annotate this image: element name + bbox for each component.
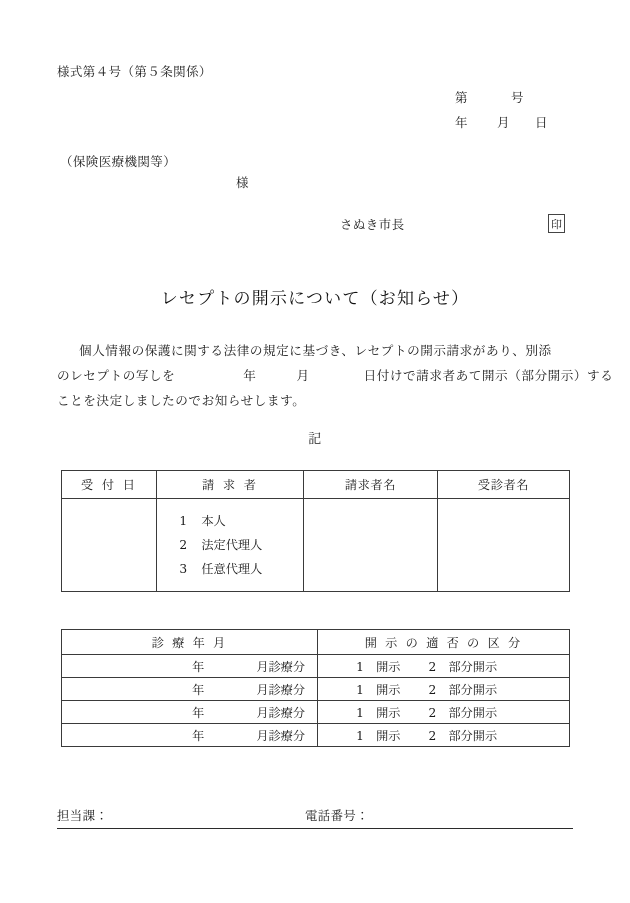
month-label-4: 月診療分: [256, 728, 306, 743]
cell-disclosure-category-3[interactable]: [318, 701, 570, 724]
disclosure-option-2-number-row4: 2: [428, 728, 437, 743]
disclosure-option-2-number-row1: 2: [428, 659, 437, 674]
body-line-2-year: 年: [243, 368, 257, 383]
disclosure-option-1-label-row3[interactable]: 開示: [376, 705, 401, 720]
body-line-2-part2: 日付けで請求者あて開示（部分開示）する: [363, 368, 614, 383]
cell-treatment-month-3[interactable]: [62, 701, 318, 724]
disclosure-option-2-label-row1[interactable]: 部分開示: [448, 659, 498, 674]
addressee-honorific: 様: [236, 175, 249, 190]
disclosure-option-1-number-row2: 1: [356, 682, 364, 697]
table-row: [62, 499, 570, 592]
requester-table: [61, 470, 570, 592]
requester-option-list: [157, 505, 303, 585]
cell-disclosure-category-4[interactable]: [318, 724, 570, 747]
year-label-1: 年: [192, 659, 205, 674]
disclosure-option-1-label-row1[interactable]: 開示: [376, 659, 401, 674]
table-header-row: [62, 630, 570, 655]
table-header-row: [62, 471, 570, 499]
header-treatment-month: 診 療 年 月: [62, 630, 318, 655]
requester-option-1-number: 1: [179, 514, 188, 528]
cell-treatment-month-1[interactable]: [62, 655, 318, 678]
table-row: [62, 701, 570, 724]
document-date-line: [455, 113, 575, 132]
cell-disclosure-category-1[interactable]: [318, 655, 570, 678]
header-patient-name: 受診者名: [437, 471, 569, 499]
requester-option-3[interactable]: [179, 557, 303, 581]
cell-patient-name[interactable]: [437, 499, 569, 592]
disclosure-option-2-label-row3[interactable]: 部分開示: [448, 705, 498, 720]
header-requester-name: 請求者名: [303, 471, 437, 499]
body-line-2-month: 月: [296, 368, 310, 383]
department-label[interactable]: 担当課：: [57, 808, 109, 823]
issuer-name: さぬき市長: [340, 217, 405, 232]
month-label-1: 月診療分: [256, 659, 306, 674]
disclosure-table: [61, 629, 570, 747]
cell-requester-name[interactable]: [303, 499, 437, 592]
cell-treatment-month-2[interactable]: [62, 678, 318, 701]
table-row: [62, 655, 570, 678]
body-line-2: [57, 363, 614, 388]
header-requester: 請 求 者: [157, 471, 304, 499]
seal-stamp-box: 印: [548, 214, 565, 233]
page-title: レセプトの開示について（お知らせ）: [160, 289, 470, 309]
body-line-1: 個人情報の保護に関する法律の規定に基づき、レセプトの開示請求があり、別添: [79, 343, 552, 358]
disclosure-option-1-number-row1: 1: [356, 659, 364, 674]
document-number-label: 第: [455, 90, 468, 105]
document-number-line: [455, 88, 575, 107]
disclosure-option-2-number-row2: 2: [428, 682, 437, 697]
year-label-3: 年: [192, 705, 205, 720]
year-label-2: 年: [192, 682, 205, 697]
requester-option-3-label: 任意代理人: [201, 562, 263, 576]
month-label-3: 月診療分: [256, 705, 306, 720]
footer-contact-line: [57, 806, 573, 829]
table-row: [62, 678, 570, 701]
disclosure-option-2-label-row2[interactable]: 部分開示: [448, 682, 498, 697]
requester-option-2-label: 法定代理人: [201, 538, 263, 552]
disclosure-option-2-label-row4[interactable]: 部分開示: [448, 728, 498, 743]
body-paragraph: [57, 338, 614, 413]
cell-requester-options[interactable]: [157, 499, 304, 592]
disclosure-option-1-label-row2[interactable]: 開示: [376, 682, 401, 697]
cell-treatment-month-4[interactable]: [62, 724, 318, 747]
disclosure-option-2-number-row3: 2: [428, 705, 437, 720]
document-meta: [455, 88, 575, 139]
date-year-label: 年: [455, 115, 468, 131]
header-reception-date: 受 付 日: [62, 471, 157, 499]
document-number-suffix: 号: [511, 90, 524, 105]
disclosure-option-1-label-row4[interactable]: 開示: [376, 728, 401, 743]
date-day-label: 日: [535, 115, 548, 131]
ki-marker: 記: [308, 432, 322, 447]
addressee-organization: （保険医療機関等）: [60, 154, 177, 169]
cell-reception-date[interactable]: [62, 499, 157, 592]
requester-option-1[interactable]: [179, 509, 303, 533]
disclosure-option-1-number-row3: 1: [356, 705, 364, 720]
header-disclosure-category: 開 示 の 適 否 の 区 分: [318, 630, 570, 655]
table-row: [62, 724, 570, 747]
disclosure-option-1-number-row4: 1: [356, 728, 364, 743]
body-line-2-part1: のレセプトの写しを: [57, 368, 176, 383]
form-number: 様式第４号（第５条関係）: [57, 64, 212, 79]
year-label-4: 年: [192, 728, 205, 743]
body-line-3: ことを決定しましたのでお知らせします。: [57, 393, 306, 408]
requester-option-2-number: 2: [179, 538, 188, 552]
phone-label[interactable]: 電話番号：: [305, 808, 369, 823]
date-month-label: 月: [497, 115, 510, 131]
requester-option-3-number: 3: [179, 562, 188, 576]
cell-disclosure-category-2[interactable]: [318, 678, 570, 701]
month-label-2: 月診療分: [256, 682, 306, 697]
requester-option-1-label: 本人: [201, 514, 226, 528]
requester-option-2[interactable]: [179, 533, 303, 557]
